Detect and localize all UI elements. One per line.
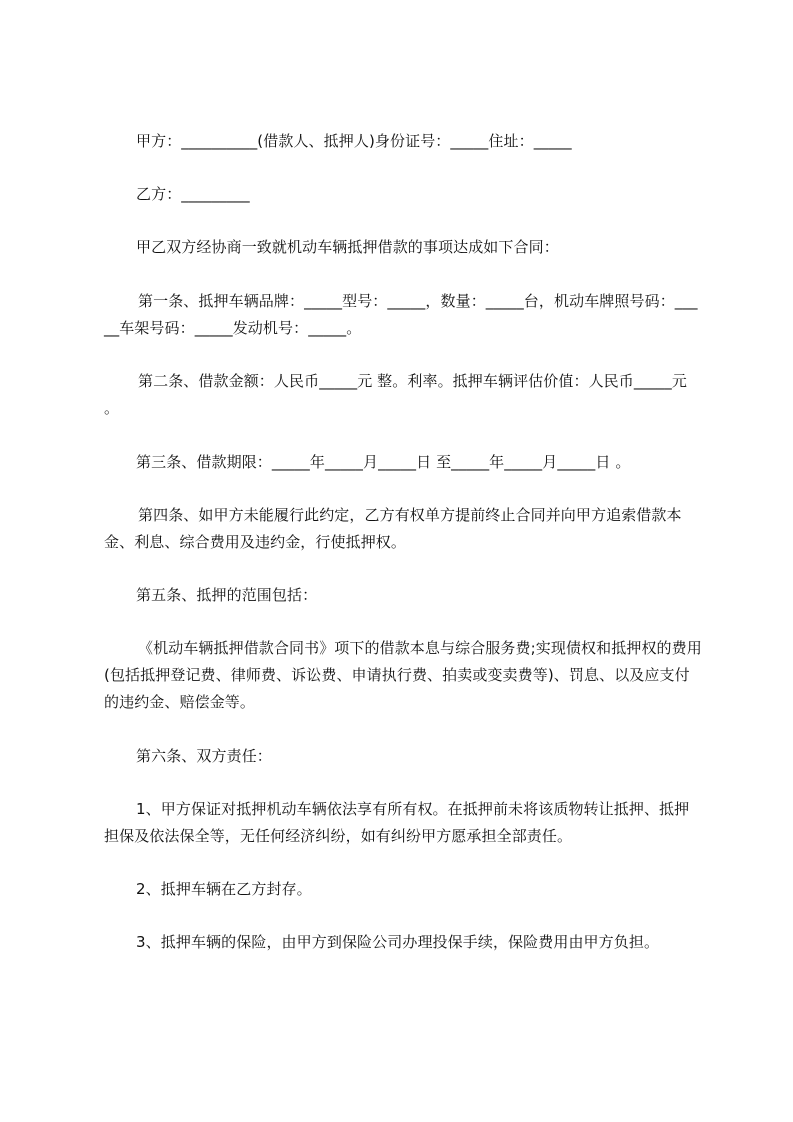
article-5-scope-paragraph: 《机动车辆抵押借款合同书》项下的借款本息与综合服务费;实现债权和抵押权的费用(包括抵押登记费、律师费、诉讼费、申请执行费、拍卖或变卖费等)、罚息、以及应支付的违约金、赔偿金等。 bbox=[104, 639, 702, 711]
article-3-paragraph: 第三条、借款期限：_____年_____月_____日 至_____年_____月_____日 。 bbox=[136, 453, 631, 471]
preamble-paragraph: 甲乙双方经协商一致就机动车辆抵押借款的事项达成如下合同： bbox=[136, 238, 559, 256]
article-5-heading: 第五条、抵押的范围包括： bbox=[136, 586, 318, 604]
duty-2-paragraph: 2、抵押车辆在乙方封存。 bbox=[136, 880, 312, 898]
article-1-paragraph: 第一条、抵押车辆品牌：_____型号：_____，数量：_____台，机动车牌照号码：_____车架号码：_____发动机号：_____。 bbox=[104, 292, 698, 337]
article-6-heading: 第六条、双方责任： bbox=[136, 747, 272, 765]
article-4-paragraph: 第四条、如甲方未能履行此约定，乙方有权单方提前终止合同并向甲方追索借款本金、利息、综合费用及违约金，行使抵押权。 bbox=[104, 506, 682, 551]
article-2-paragraph: 第二条、借款金额：人民币_____元 整。利率。抵押车辆评估价值：人民币_____元 。 bbox=[104, 372, 687, 417]
duty-1-paragraph: 1、甲方保证对抵押机动车辆依法享有所有权。在抵押前未将该质物转让抵押、抵押担保及依法保全等，无任何经济纠纷，如有纠纷甲方愿承担全部责任。 bbox=[104, 800, 690, 845]
party-a-line: 甲方：__________(借款人、抵押人)身份证号：_____住址：_____ bbox=[136, 132, 572, 150]
duty-3-paragraph: 3、抵押车辆的保险，由甲方到保险公司办理投保手续，保险费用由甲方负担。 bbox=[136, 933, 660, 951]
party-b-line: 乙方：_________ bbox=[136, 185, 250, 203]
